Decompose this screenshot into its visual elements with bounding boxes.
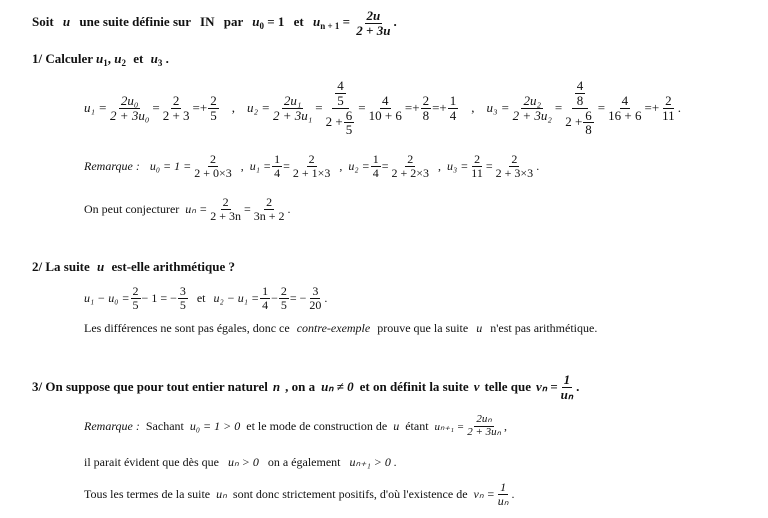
- q1-computations: u₁ = $\frac{\text{2u₀}}{\text{2 + 3u₀}}$ = $\frac{2}{2 + 3}$ =+ $\frac{2}{5}$ , u₂ = $\frac{\text{2u₁}}{\text{2 + 3u₁}}$ = $\frac{4}{5}$ 2 + $\frac{6}{5}$ = $\frac{4}{10 + 6}$ =+ $\frac{2}{8}$ =+ $\frac{1}{4}$ , u₃ = $\frac{\text{2u₂}}{\text{2 + 3u₂}}$ = $\frac{4}{8}$ 2 + $\frac{6}{8}$ = $\frac{4}{16 + 6}$ =+ $\frac{2}{11}$ .: [84, 78, 681, 138]
- q1-title: 1/ Calculer $u_1$, $u_2$ et $u_3$ .: [32, 51, 169, 68]
- q3-line3: Tous les termes de la suite uₙ sont donc strictement positifs, d'où l'existence de vₙ = $\frac{1}{\text{uₙ}}$ .: [84, 479, 515, 508]
- q2-conclusion: Les différences ne sont pas égales, donc ce contre-exemple prouve que la suite u n'est pas arithmétique.: [84, 321, 598, 335]
- u3-lhs: u₃ =: [486, 100, 510, 115]
- intro-N: IN: [200, 14, 215, 30]
- intro-line: Soit u une suite définie sur IN par $u_0 = 1$ et $u_{n + 1}$ = $\frac{2u}{2 + 3u}$ .: [32, 8, 397, 38]
- u2-compound-fraction: $\frac{4}{5}$ 2 + $\frac{6}{5}$: [325, 78, 353, 138]
- q3-line2: il parait évident que dès que uₙ > 0 on a également uₙ₊₁ > 0 .: [84, 455, 397, 469]
- q3-remarque: Remarque : Sachant u₀ = 1 > 0 et le mode de construction de u étant uₙ₊₁ = $\frac{\text{2uₙ}}{\text{2 + 3uₙ}}$ ,: [84, 412, 508, 438]
- intro-u0-def: = 1: [267, 14, 285, 30]
- q2-title: 2/ La suite u est-elle arithmétique ?: [32, 259, 235, 274]
- u3-compound-fraction: $\frac{4}{8}$ 2 + $\frac{6}{8}$: [565, 78, 592, 138]
- recurrence-fraction: $\frac{2u}{2 + 3u}$: [356, 8, 391, 38]
- u1-lhs: u₁ =: [84, 100, 108, 115]
- intro-et: et: [293, 14, 304, 30]
- q3-title: 3/ On suppose que pour tout entier naturel n , on a uₙ ≠ 0 et on définit la suite v telle que vₙ = $\frac{1}{\text{uₙ}}$ .: [32, 371, 580, 402]
- q2-differences: u₁ − u₀ = $\frac{2}{5}$ − 1 = − $\frac{3}{5}$ et u₂ − u₁ = $\frac{1}{4}$ − $\frac{2}{5}$ = − $\frac{3}{20}$ .: [84, 283, 328, 312]
- intro-par: par: [223, 14, 243, 30]
- q1-remarque: Remarque : u₀ = 1 = $\frac{2}{2 + 0\times 3}$ , u₁ = $\frac{1}{4}$ = $\frac{2}{2 + 1\times 3}$ , u₂ = $\frac{1}{4}$ = $\frac{2}{2 + 2\times 3}$ , u₃ = $\frac{2}{11}$ = $\frac{2}{2 + 3\times 3}$ .: [84, 151, 540, 180]
- u2-lhs: u₂ =: [246, 100, 270, 115]
- intro-soit: Soit: [32, 14, 54, 30]
- intro-desc: une suite définie sur: [79, 14, 191, 30]
- intro-u: u: [62, 14, 71, 30]
- q1-conjecture: On peut conjecturer uₙ = $\frac{2}{2 + 3n}$ = $\frac{2}{3n + 2}$ .: [84, 194, 291, 223]
